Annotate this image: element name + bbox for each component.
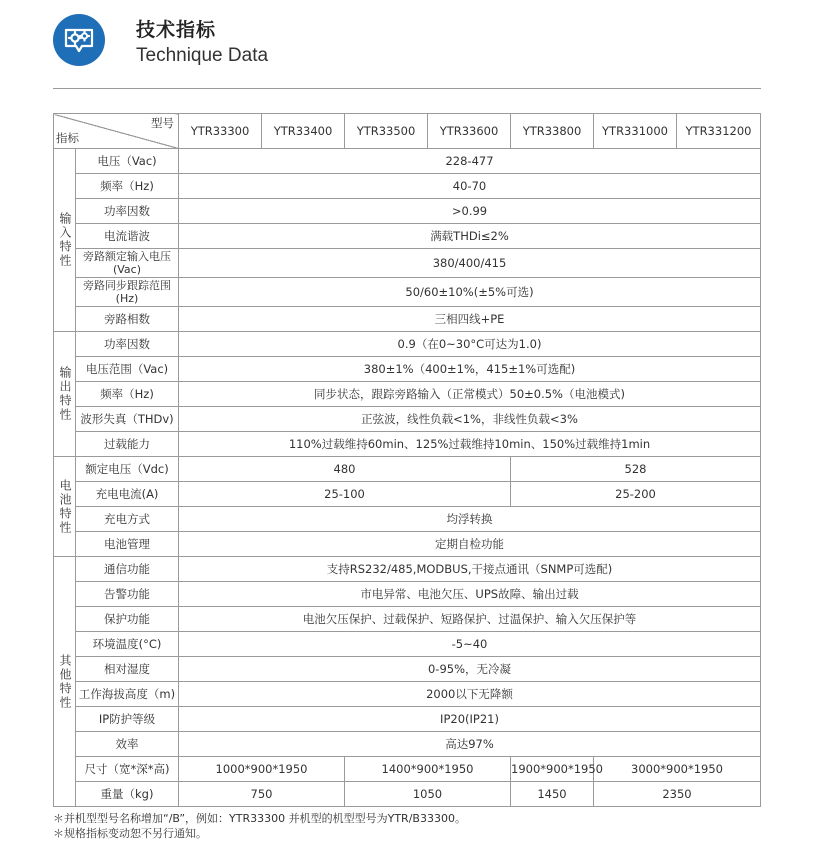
group-output: 输出特性 [54,332,76,457]
table-row [54,432,761,457]
row-value: 1400*900*1950 [345,757,511,782]
model-header: YTR331000 [594,114,677,149]
row-value: 110%过载维持60min、125%过载维持10min、150%过载维持1min [179,432,761,457]
group-other: 其他特性 [54,557,76,807]
row-value: 同步状态，跟踪旁路输入（正常模式）50±0.5%（电池模式) [179,382,761,407]
group-battery: 电池特性 [54,457,76,557]
row-value: 1000*900*1950 [179,757,345,782]
row-value: 三相四线+PE [179,307,761,332]
row-label: 环境温度(°C) [76,632,179,657]
row-value: 528 [511,457,761,482]
row-value: 380±1%（400±1%，415±1%可选配) [179,357,761,382]
spec-table [53,113,761,807]
footnote: ＊规格指标变动恕不另行通知。 [53,827,207,840]
row-value: 3000*900*1950 [594,757,761,782]
row-value: IP20(IP21) [179,707,761,732]
row-label: 频率（Hz) [76,382,179,407]
table-row [54,607,761,632]
table-row [54,249,761,278]
row-value: 750 [179,782,345,807]
model-header: YTR33300 [179,114,262,149]
table-row [54,332,761,357]
row-label: 相对湿度 [76,657,179,682]
row-label: 重量（kg) [76,782,179,807]
row-label: 旁路同步跟踪范围(Hz) [76,278,179,307]
row-value: 1450 [511,782,594,807]
row-value: 市电异常、电池欠压、UPS故障、输出过载 [179,582,761,607]
table-row [54,407,761,432]
row-value: 228-477 [179,149,761,174]
row-label: 过载能力 [76,432,179,457]
row-value: 电池欠压保护、过载保护、短路保护、过温保护、输入欠压保护等 [179,607,761,632]
table-row [54,307,761,332]
row-value: 25-100 [179,482,511,507]
model-header: YTR33500 [345,114,428,149]
footnote: ＊并机型型号名称增加“/B”，例如：YTR33300 并机型的机型型号为YTR/B33300。 [53,812,466,825]
row-value: 1050 [345,782,511,807]
row-label: 效率 [76,732,179,757]
table-row [54,582,761,607]
table-row [54,482,761,507]
table-row [54,557,761,582]
row-value: 380/400/415 [179,249,761,278]
table-row [54,732,761,757]
table-row [54,174,761,199]
footnotes [53,811,466,841]
row-value: 正弦波，线性负载<1%，非线性负载<3% [179,407,761,432]
row-value: 40-70 [179,174,761,199]
row-label: 波形失真（THDv) [76,407,179,432]
row-label: 电压范围（Vac) [76,357,179,382]
model-header: YTR331200 [677,114,761,149]
row-label: 告警功能 [76,582,179,607]
row-value: 2000以下无降额 [179,682,761,707]
table-row [54,382,761,407]
table-row [54,782,761,807]
row-value: >0.99 [179,199,761,224]
page-title: 技术指标 [136,19,217,41]
row-value: 定期自检功能 [179,532,761,557]
row-label: 工作海拔高度（m) [76,682,179,707]
model-header: YTR33400 [262,114,345,149]
corner-spec-label: 指标 [56,131,79,145]
row-value: 1900*900*1950 [511,757,594,782]
row-label: 旁路额定输入电压(Vac) [76,249,179,278]
row-value: 0-95%，无冷凝 [179,657,761,682]
model-header: YTR33800 [511,114,594,149]
row-value: 满载THDi≤2% [179,224,761,249]
table-row [54,532,761,557]
row-value: 0.9（在0~30°C可达为1.0) [179,332,761,357]
row-value: -5~40 [179,632,761,657]
table-row [54,657,761,682]
row-label: 通信功能 [76,557,179,582]
page-subtitle: Technique Data [136,45,269,66]
table-row [54,199,761,224]
table-row [54,707,761,732]
table-row [54,357,761,382]
row-value: 480 [179,457,511,482]
row-label: IP防护等级 [76,707,179,732]
gear-display-icon [53,14,105,66]
table-corner [54,114,179,149]
header-divider [53,88,761,89]
table-row [54,149,761,174]
row-label: 尺寸（宽*深*高) [76,757,179,782]
table-row [54,457,761,482]
row-value: 高达97% [179,732,761,757]
row-value: 支持RS232/485,MODBUS,干接点通讯（SNMP可选配) [179,557,761,582]
model-header-row [54,114,761,149]
row-value: 50/60±10%(±5%可选) [179,278,761,307]
table-row [54,632,761,657]
table-row [54,224,761,249]
row-value: 均浮转换 [179,507,761,532]
row-value: 25-200 [511,482,761,507]
row-label: 功率因数 [76,332,179,357]
row-label: 保护功能 [76,607,179,632]
table-row [54,757,761,782]
row-label: 充电电流(A) [76,482,179,507]
row-label: 额定电压（Vdc) [76,457,179,482]
group-input: 输入特性 [54,149,76,332]
model-header: YTR33600 [428,114,511,149]
table-row [54,278,761,307]
row-label: 电池管理 [76,532,179,557]
row-label: 充电方式 [76,507,179,532]
spec-table-container [53,113,760,807]
row-label: 电流谐波 [76,224,179,249]
row-label: 电压（Vac) [76,149,179,174]
table-row [54,507,761,532]
row-value: 2350 [594,782,761,807]
table-row [54,682,761,707]
row-label: 频率（Hz) [76,174,179,199]
corner-model-label: 型号 [151,116,174,130]
row-label: 功率因数 [76,199,179,224]
row-label: 旁路相数 [76,307,179,332]
